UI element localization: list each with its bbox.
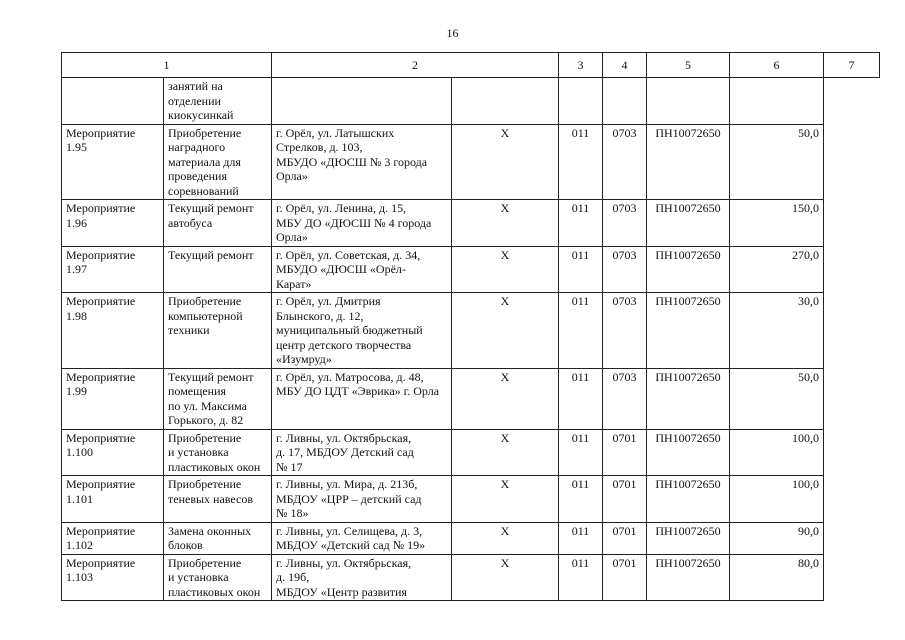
continuation-name-cell: занятий на отделении киокусинкай xyxy=(164,78,272,125)
activity-address-cell: г. Орёл, ул. Ленина, д. 15, МБУ ДО «ДЮСШ № 4 города Орла» xyxy=(272,200,452,247)
header-col-6: 6 xyxy=(730,53,824,78)
col4-cell: 011 xyxy=(559,293,603,369)
col4-cell: 011 xyxy=(559,476,603,523)
activity-address-cell: г. Орёл, ул. Дмитрия Блынского, д. 12, муниципальный бюджетный центр детского творчества «Изумруд» xyxy=(272,293,452,369)
col7-cell: 30,0 xyxy=(730,293,824,369)
activity-name-cell: Текущий ремонт xyxy=(164,246,272,293)
col3-cell: Х xyxy=(452,522,559,554)
header-col-4: 4 xyxy=(603,53,647,78)
activity-name-cell: Приобретение и установка пластиковых окон xyxy=(164,554,272,601)
col6-cell: ПН10072650 xyxy=(647,368,730,429)
activity-address-cell: г. Орёл, ул. Латышских Стрелков, д. 103, МБУДО «ДЮСШ № 3 города Орла» xyxy=(272,124,452,200)
col3-cell: Х xyxy=(452,124,559,200)
col5-cell: 0703 xyxy=(603,368,647,429)
col7-cell: 50,0 xyxy=(730,124,824,200)
table-row xyxy=(62,293,880,369)
continuation-id-cell xyxy=(62,78,164,125)
continuation-address-cell xyxy=(272,78,452,125)
col5-cell: 0701 xyxy=(603,429,647,476)
col6-cell: ПН10072650 xyxy=(647,246,730,293)
col3-cell: Х xyxy=(452,476,559,523)
activity-id-cell: Мероприятие 1.95 xyxy=(62,124,164,200)
page-number: 16 xyxy=(446,26,459,40)
activity-address-cell: г. Орёл, ул. Советская, д. 34, МБУДО «ДЮСШ «Орёл- Карат» xyxy=(272,246,452,293)
continuation-col5-cell xyxy=(603,78,647,125)
activity-name-cell: Приобретение теневых навесов xyxy=(164,476,272,523)
continuation-col3-cell xyxy=(452,78,559,125)
col6-cell: ПН10072650 xyxy=(647,293,730,369)
activity-id-cell: Мероприятие 1.101 xyxy=(62,476,164,523)
col5-cell: 0701 xyxy=(603,522,647,554)
activity-id-cell: Мероприятие 1.98 xyxy=(62,293,164,369)
activity-id-cell: Мероприятие 1.100 xyxy=(62,429,164,476)
col3-cell: Х xyxy=(452,246,559,293)
activity-name-cell: Текущий ремонт помещения по ул. Максима Горького, д. 82 xyxy=(164,368,272,429)
col7-cell: 80,0 xyxy=(730,554,824,601)
activity-address-cell: г. Ливны, ул. Октябрьская, д. 19б, МБДОУ «Центр развития xyxy=(272,554,452,601)
col5-cell: 0701 xyxy=(603,554,647,601)
table-row xyxy=(62,368,880,429)
col3-cell: Х xyxy=(452,554,559,601)
activity-name-cell: Приобретение компьютерной техники xyxy=(164,293,272,369)
activity-id-cell: Мероприятие 1.97 xyxy=(62,246,164,293)
activity-id-cell: Мероприятие 1.102 xyxy=(62,522,164,554)
header-col-1: 1 xyxy=(62,53,272,78)
col6-cell: ПН10072650 xyxy=(647,476,730,523)
table-row xyxy=(62,429,880,476)
continuation-col4-cell xyxy=(559,78,603,125)
col7-cell: 150,0 xyxy=(730,200,824,247)
continuation-col6-cell xyxy=(647,78,730,125)
col6-cell: ПН10072650 xyxy=(647,554,730,601)
activity-name-cell: Приобретение и установка пластиковых окон xyxy=(164,429,272,476)
header-col-7: 7 xyxy=(824,53,880,78)
col4-cell: 011 xyxy=(559,522,603,554)
activity-name-cell: Приобретение наградного материала для проведения соревнований xyxy=(164,124,272,200)
col5-cell: 0703 xyxy=(603,293,647,369)
activity-id-cell: Мероприятие 1.99 xyxy=(62,368,164,429)
col4-cell: 011 xyxy=(559,200,603,247)
activity-address-cell: г. Ливны, ул. Октябрьская, д. 17, МБДОУ Детский сад № 17 xyxy=(272,429,452,476)
col5-cell: 0703 xyxy=(603,200,647,247)
col3-cell: Х xyxy=(452,429,559,476)
col4-cell: 011 xyxy=(559,368,603,429)
col7-cell: 50,0 xyxy=(730,368,824,429)
header-col-2: 2 xyxy=(272,53,559,78)
table-row xyxy=(62,246,880,293)
col7-cell: 90,0 xyxy=(730,522,824,554)
activity-name-cell: Текущий ремонт автобуса xyxy=(164,200,272,247)
table-row xyxy=(62,476,880,523)
col3-cell: Х xyxy=(452,293,559,369)
table-row xyxy=(62,522,880,554)
activities-table xyxy=(61,52,880,601)
col5-cell: 0701 xyxy=(603,476,647,523)
table-row xyxy=(62,200,880,247)
activity-address-cell: г. Ливны, ул. Селищева, д. 3, МБДОУ «Детский сад № 19» xyxy=(272,522,452,554)
col4-cell: 011 xyxy=(559,124,603,200)
col5-cell: 0703 xyxy=(603,124,647,200)
table-row xyxy=(62,124,880,200)
activity-id-cell: Мероприятие 1.96 xyxy=(62,200,164,247)
col6-cell: ПН10072650 xyxy=(647,429,730,476)
col4-cell: 011 xyxy=(559,429,603,476)
col3-cell: Х xyxy=(452,368,559,429)
col6-cell: ПН10072650 xyxy=(647,522,730,554)
col6-cell: ПН10072650 xyxy=(647,200,730,247)
col5-cell: 0703 xyxy=(603,246,647,293)
col3-cell: Х xyxy=(452,200,559,247)
activity-id-cell: Мероприятие 1.103 xyxy=(62,554,164,601)
col7-cell: 100,0 xyxy=(730,429,824,476)
header-col-5: 5 xyxy=(647,53,730,78)
table-row xyxy=(62,554,880,601)
activity-address-cell: г. Орёл, ул. Матросова, д. 48, МБУ ДО ЦДТ «Эврика» г. Орла xyxy=(272,368,452,429)
col7-cell: 100,0 xyxy=(730,476,824,523)
col4-cell: 011 xyxy=(559,554,603,601)
header-col-3: 3 xyxy=(559,53,603,78)
activity-name-cell: Замена оконных блоков xyxy=(164,522,272,554)
table-header-row xyxy=(62,53,880,78)
continuation-col7-cell xyxy=(730,78,824,125)
col4-cell: 011 xyxy=(559,246,603,293)
col6-cell: ПН10072650 xyxy=(647,124,730,200)
continuation-row xyxy=(62,78,880,125)
activity-address-cell: г. Ливны, ул. Мира, д. 213б, МБДОУ «ЦРР – детский сад № 18» xyxy=(272,476,452,523)
col7-cell: 270,0 xyxy=(730,246,824,293)
